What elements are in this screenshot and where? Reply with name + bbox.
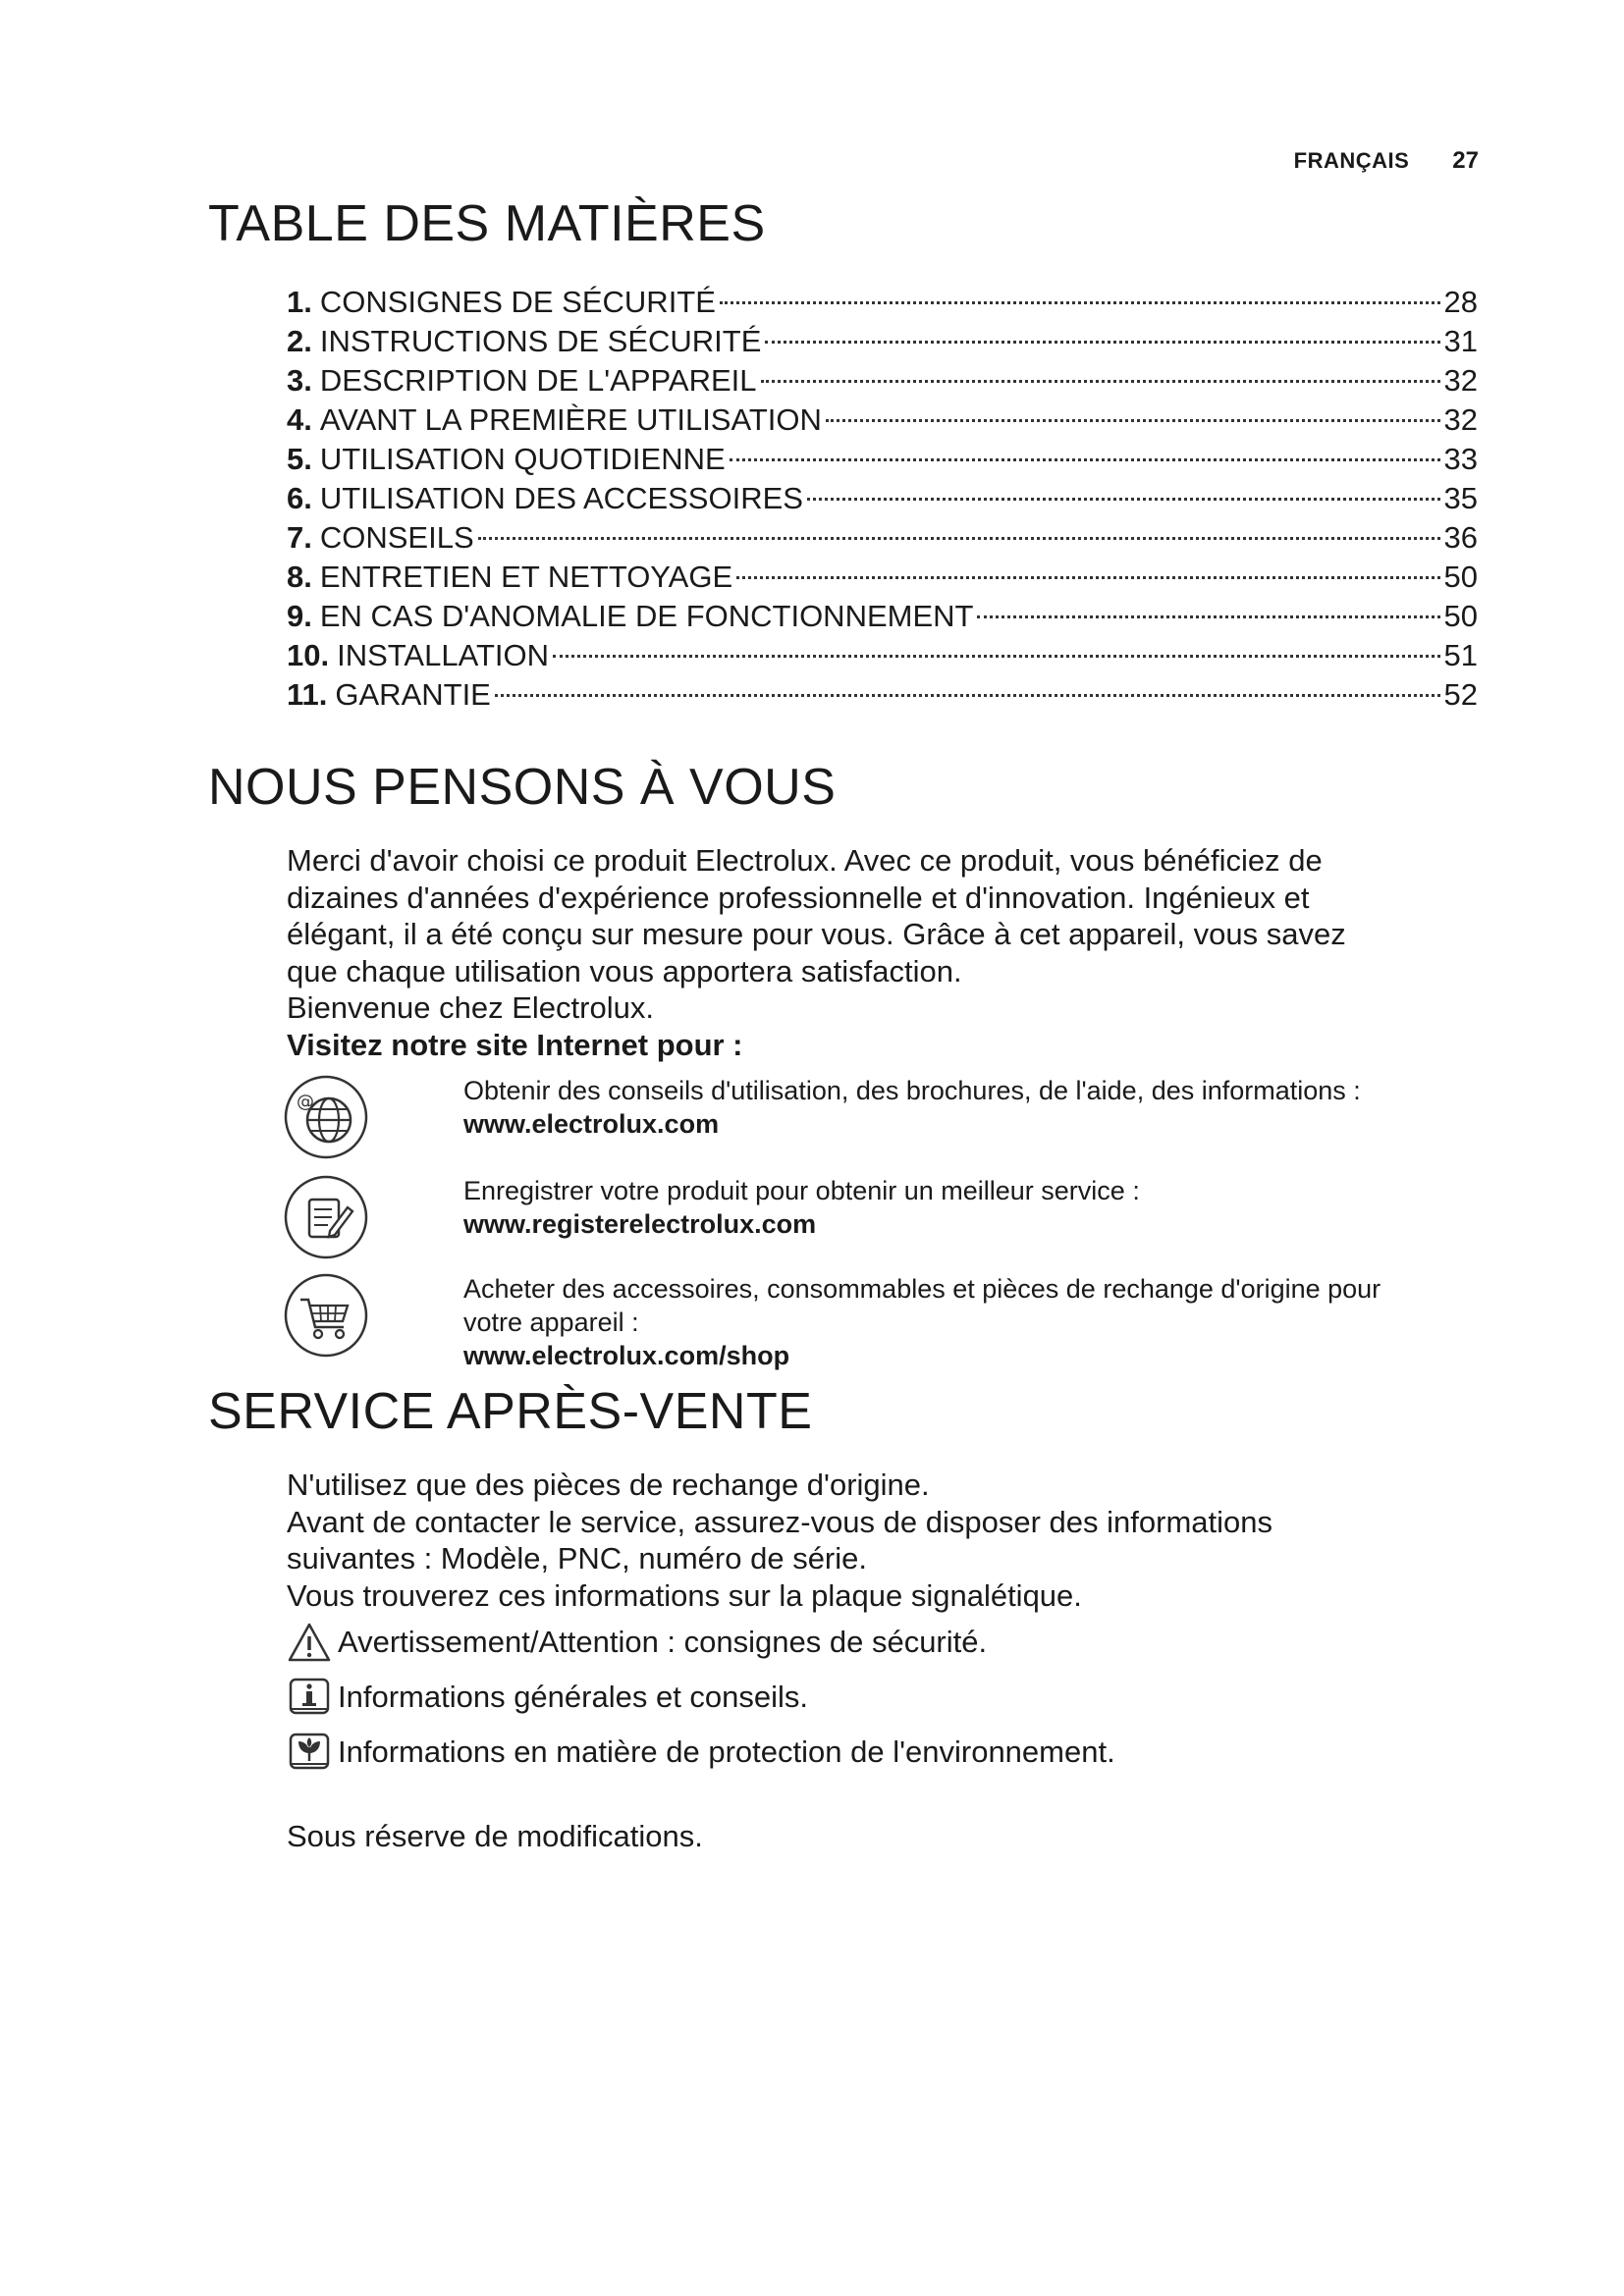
page-number: 27 xyxy=(1452,147,1479,174)
thinking-title: NOUS PENSONS À VOUS xyxy=(208,759,837,816)
dot-leader xyxy=(807,498,1440,501)
svg-text:@: @ xyxy=(297,1092,314,1112)
toc-entry-page: 31 xyxy=(1443,324,1478,358)
dot-leader xyxy=(553,655,1440,658)
toc-entry-number: 1. xyxy=(287,285,312,319)
link-description: Acheter des accessoires, consommables et pièces de rechange d'origine pour xyxy=(463,1274,1381,1304)
intro-line: dizaines d'années d'expérience professionnelle et d'innovation. Ingénieux et xyxy=(287,880,1310,915)
toc-entry[interactable] xyxy=(287,636,1478,675)
toc-entry-number: 5. xyxy=(287,442,312,476)
link-description: Enregistrer votre produit pour obtenir un meilleur service : xyxy=(463,1176,1140,1205)
intro-line: que chaque utilisation vous apportera satisfaction. xyxy=(287,953,962,988)
link-description-continued: votre appareil : xyxy=(463,1308,639,1337)
toc-entry-label: INSTALLATION xyxy=(337,638,550,672)
link-url[interactable]: www.electrolux.com/shop xyxy=(463,1341,790,1370)
dot-leader xyxy=(730,458,1440,461)
toc-entry[interactable] xyxy=(287,597,1478,636)
toc-entry[interactable] xyxy=(287,283,1478,322)
dot-leader xyxy=(478,537,1440,540)
service-line: suivantes : Modèle, PNC, numéro de série. xyxy=(287,1541,867,1575)
toc-entry[interactable] xyxy=(287,322,1478,361)
globe-icon xyxy=(283,1074,369,1160)
note-text: Sous réserve de modifications. xyxy=(287,1819,703,1853)
toc-entry-label: INSTRUCTIONS DE SÉCURITÉ xyxy=(319,324,762,358)
service-paragraph xyxy=(287,1467,1485,1614)
dot-leader xyxy=(765,341,1439,344)
toc-entry-label: UTILISATION QUOTIDIENNE xyxy=(319,442,726,476)
toc-entry-number: 9. xyxy=(287,599,312,633)
intro-paragraph xyxy=(287,842,1485,1063)
toc-entry-page: 36 xyxy=(1443,520,1478,555)
toc-entry[interactable] xyxy=(287,361,1478,400)
toc-entry-page: 50 xyxy=(1443,560,1478,594)
link-text-block xyxy=(463,1272,1485,1372)
toc-entry-label: AVANT LA PREMIÈRE UTILISATION xyxy=(319,402,822,437)
toc-entry-number: 10. xyxy=(287,638,330,672)
dot-leader xyxy=(736,576,1439,579)
toc-entry[interactable] xyxy=(287,675,1478,715)
toc-entry-number: 4. xyxy=(287,402,312,437)
toc-entry-page: 32 xyxy=(1443,402,1478,437)
legend-warning-text: Avertissement/Attention : consignes de sécurité. xyxy=(338,1625,988,1659)
toc-entry-number: 2. xyxy=(287,324,312,358)
legend-info-text: Informations générales et conseils. xyxy=(338,1680,809,1714)
toc-entry-label: ENTRETIEN ET NETTOYAGE xyxy=(319,560,733,594)
toc-entry-number: 8. xyxy=(287,560,312,594)
toc-entry-number: 11. xyxy=(287,677,328,712)
dot-leader xyxy=(495,694,1440,697)
legend-info xyxy=(287,1677,808,1718)
legend-environment xyxy=(287,1732,1115,1773)
toc-entry[interactable] xyxy=(287,440,1478,479)
environment-icon xyxy=(287,1732,332,1773)
service-line: Avant de contacter le service, assurez-vous de disposer des informations xyxy=(287,1504,1272,1539)
toc-entry-page: 32 xyxy=(1443,363,1478,398)
visit-heading: Visitez notre site Internet pour : xyxy=(287,1027,743,1062)
toc-entry-number: 6. xyxy=(287,481,312,515)
toc-entry-number: 7. xyxy=(287,520,312,555)
link-url[interactable]: www.electrolux.com xyxy=(463,1109,720,1139)
link-description: Obtenir des conseils d'utilisation, des brochures, de l'aide, des informations : xyxy=(463,1076,1361,1105)
toc-title: TABLE DES MATIÈRES xyxy=(208,195,766,252)
toc-entry-page: 52 xyxy=(1443,677,1478,712)
warning-icon xyxy=(287,1622,332,1663)
toc-entry-page: 51 xyxy=(1443,638,1478,672)
legend-environment-text: Informations en matière de protection de l'environnement. xyxy=(338,1735,1115,1769)
modification-note xyxy=(287,1818,1485,1855)
page-header xyxy=(1294,147,1479,175)
toc-entry[interactable] xyxy=(287,558,1478,597)
service-line: Vous trouverez ces informations sur la plaque signalétique. xyxy=(287,1577,1082,1613)
link-text-block xyxy=(463,1174,1485,1241)
dot-leader xyxy=(977,615,1439,618)
toc-entry-page: 50 xyxy=(1443,599,1478,633)
link-text-block xyxy=(463,1074,1485,1141)
toc-entry-number: 3. xyxy=(287,363,312,398)
welcome-line: Bienvenue chez Electrolux. xyxy=(287,990,654,1025)
toc-entry-label: UTILISATION DES ACCESSOIRES xyxy=(319,481,803,515)
toc-entry-page: 33 xyxy=(1443,442,1478,476)
toc-entry-label: CONSEILS xyxy=(319,520,474,555)
toc-entry-label: DESCRIPTION DE L'APPAREIL xyxy=(319,363,757,398)
toc-entry-label: GARANTIE xyxy=(335,677,491,712)
intro-line: Merci d'avoir choisi ce produit Electrolux. Avec ce produit, vous bénéficiez de xyxy=(287,843,1323,878)
toc-entry-label: CONSIGNES DE SÉCURITÉ xyxy=(319,285,716,319)
service-title: SERVICE APRÈS-VENTE xyxy=(208,1383,813,1440)
toc-entry[interactable] xyxy=(287,400,1478,440)
toc-entry[interactable] xyxy=(287,518,1478,558)
shopping-cart-icon xyxy=(283,1272,369,1359)
language-label: FRANÇAIS xyxy=(1293,148,1410,173)
dot-leader xyxy=(761,380,1440,383)
link-url[interactable]: www.registerelectrolux.com xyxy=(463,1209,817,1239)
info-icon xyxy=(287,1677,332,1718)
toc-entry-page: 28 xyxy=(1443,285,1478,319)
intro-line: élégant, il a été conçu sur mesure pour vous. Grâce à cet appareil, vous savez xyxy=(287,917,1346,951)
toc-entry[interactable] xyxy=(287,479,1478,518)
toc-entry-page: 35 xyxy=(1443,481,1478,515)
table-of-contents xyxy=(287,283,1478,715)
dot-leader xyxy=(720,301,1440,304)
dot-leader xyxy=(826,419,1440,422)
toc-entry-label: EN CAS D'ANOMALIE DE FONCTIONNEMENT xyxy=(319,599,974,633)
service-line: N'utilisez que des pièces de rechange d'origine. xyxy=(287,1468,930,1502)
register-icon xyxy=(283,1174,369,1260)
legend-warning xyxy=(287,1622,987,1663)
